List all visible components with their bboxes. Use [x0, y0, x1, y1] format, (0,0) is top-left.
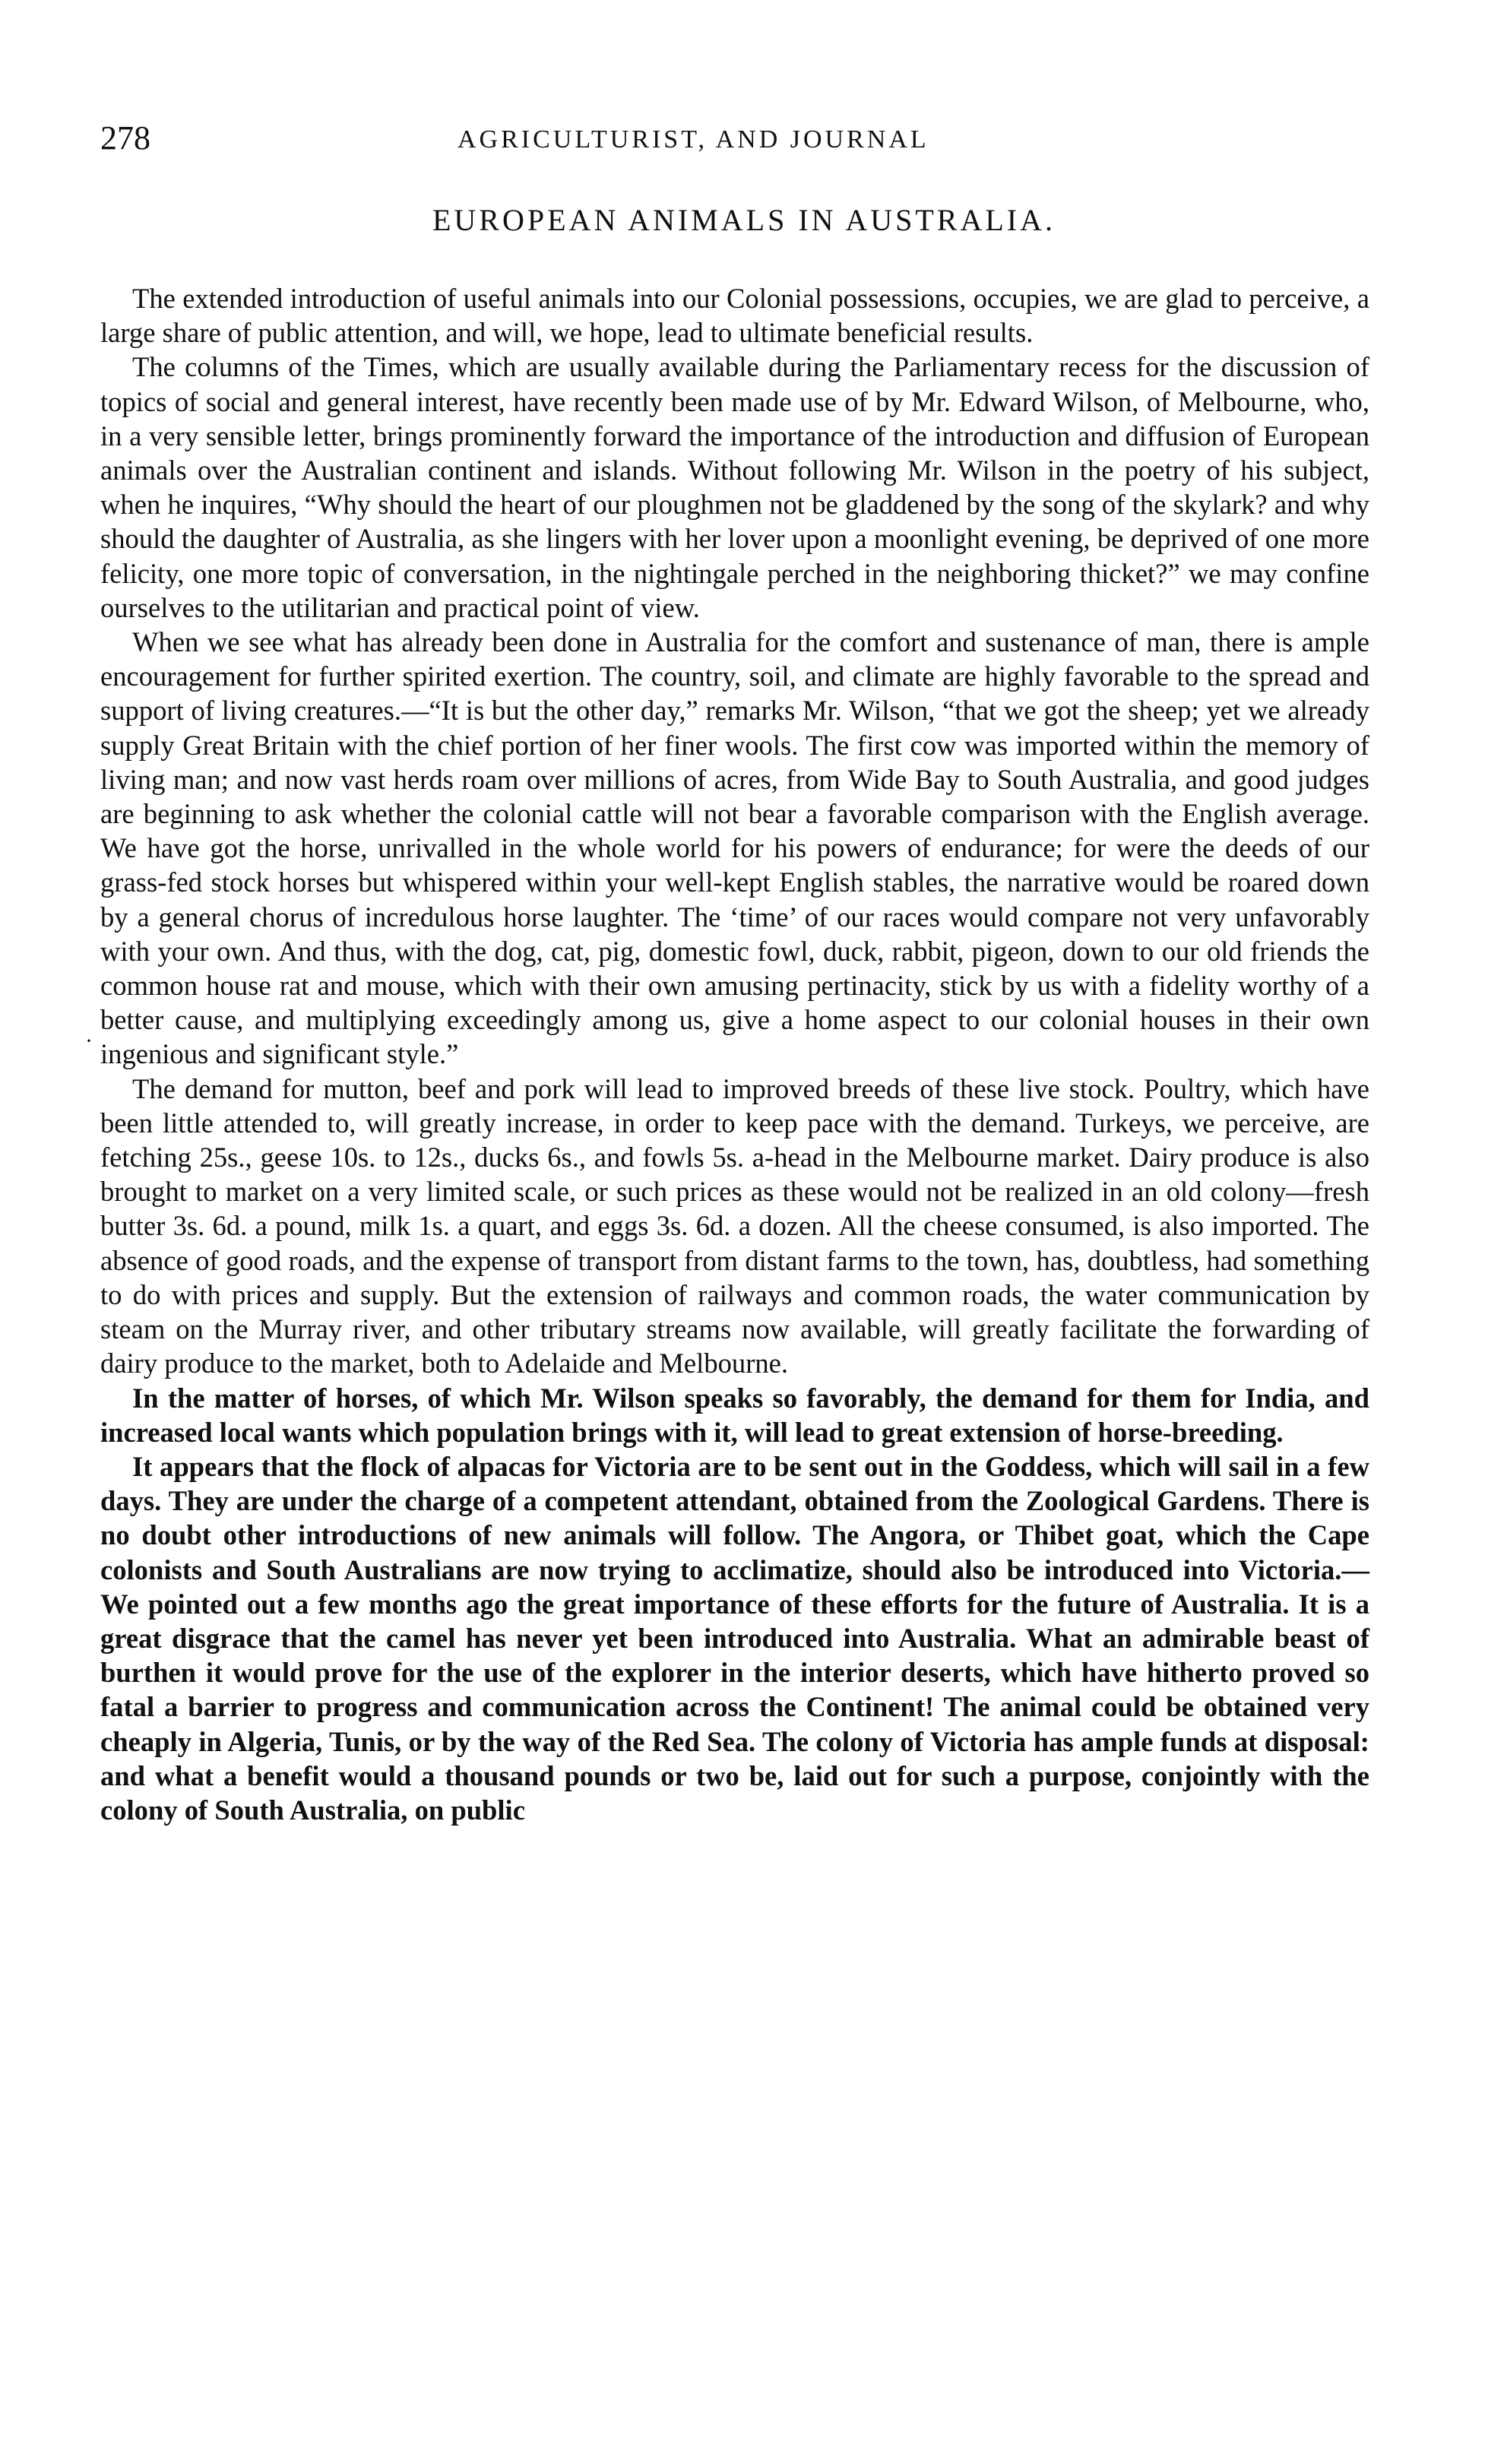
paragraph-4: The demand for mutton, beef and pork will lead to improved breeds of these live stock. Poultry, which have been little attended to, will greatly increase, in order to keep pace with the demand. Turkeys, we perceive, are fetching 25s., geese 10s. to 12s., ducks 6s., and fowls 5s. a-head in the Melbourne market. Dairy produce is also brought to market on a very limited scale, or such prices as these would not be realized in an old colony—fresh butter 3s. 6d. a pound, milk 1s. a quart, and eggs 3s. 6d. a dozen. All the cheese consumed, is also imported. The absence of good roads, and the expense of transport from distant farms to the town, has, doubtless, had something to do with prices and supply. But the extension of railways and common roads, the water communication by steam on the Murray river, and other tributary streams now available, will greatly facilitate the forwarding of dairy produce to the market, both to Adelaide and Melbourne. — [100, 1072, 1369, 1379]
margin-mark: · — [85, 1028, 93, 1053]
paragraph-5: In the matter of horses, of which Mr. Wilson speaks so favorably, the demand for them for India, and increased local wants which population brings with it, will lead to great extension of horse-breeding. — [100, 1382, 1369, 1448]
journal-title: AGRICULTURIST, AND JOURNAL — [457, 125, 929, 154]
paragraph-1: The extended introduction of useful animals into our Colonial possessions, occupies, we are glad to perceive, a large share of public attention, and will, we hope, lead to ultimate beneficial results. — [100, 283, 1369, 349]
article-body — [100, 281, 1369, 1827]
page-number: 278 — [100, 119, 150, 157]
paragraph-3: When we see what has already been done in Australia for the comfort and sustenance of man, there is ample encouragement for further spirited exertion. The country, soil, and climate are highly favorable to the spread and support of living creatures.—“It is but the other day,” remarks Mr. Wilson, “that we got the sheep; yet we already supply Great Britain with the chief portion of her finer wools. The first cow was imported within the memory of living man; and now vast herds roam over millions of acres, from Wide Bay to South Australia, and good judges are beginning to ask whether the colonial cattle will not bear a favorable comparison with the English average. We have got the horse, unrivalled in the whole world for his powers of endurance; for were the deeds of our grass-fed stock horses but whispered within your well-kept English stables, the narrative would be roared down by a general chorus of incredulous horse laughter. The ‘time’ of our races would compare not very unfavorably with your own. And thus, with the dog, cat, pig, domestic fowl, duck, rabbit, pigeon, down to our old friends the common house rat and mouse, which with their own amusing pertinacity, stick by us with a fidelity worthy of a better cause, and multiplying exceedingly among us, give a home aspect to our colonial houses in their own ingenious and significant style.” — [100, 626, 1369, 1070]
paragraph-6: It appears that the flock of alpacas for Victoria are to be sent out in the Goddess, which will sail in a few days. They are under the charge of a competent attendant, obtained from the Zoological Gardens. There is no doubt other introductions of new animals will follow. The Angora, or Thibet goat, which the Cape colonists and South Australians are now trying to acclimatize, should also be introduced into Victoria.—We pointed out a few months ago the great importance of these efforts for the future of Australia. It is a great disgrace that the camel has never yet been introduced into Australia. What an admirable beast of burthen it would prove for the use of the explorer in the interior deserts, which have hitherto proved so fatal a barrier to progress and communication across the Continent! The animal could be obtained very cheaply in Algeria, Tunis, or by the way of the Red Sea. The colony of Victoria has ample funds at disposal: and what a benefit would a thousand pounds or two be, laid out for such a purpose, conjointly with the colony of South Australia, on public — [100, 1450, 1369, 1826]
article-title: EUROPEAN ANIMALS IN AUSTRALIA. — [432, 203, 1056, 237]
running-head — [100, 116, 1369, 161]
paragraph-2: The columns of the Times, which are usually available during the Parliamentary recess for the discussion of topics of social and general interest, have recently been made use of by Mr. Edward Wilson, of Melbourne, who, in a very sensible letter, brings prominently forward the importance of the introduction and diffusion of European animals over the Australian continent and islands. Without following Mr. Wilson in the poetry of his subject, when he inquires, “Why should the heart of our ploughmen not be gladdened by the song of the skylark? and why should the daughter of Australia, as she lingers with her lover upon a moonlight evening, be deprived of one more felicity, one more topic of conversation, in the nightingale perched in the neighboring thicket?” we may confine ourselves to the utilitarian and practical point of view. — [100, 351, 1369, 623]
